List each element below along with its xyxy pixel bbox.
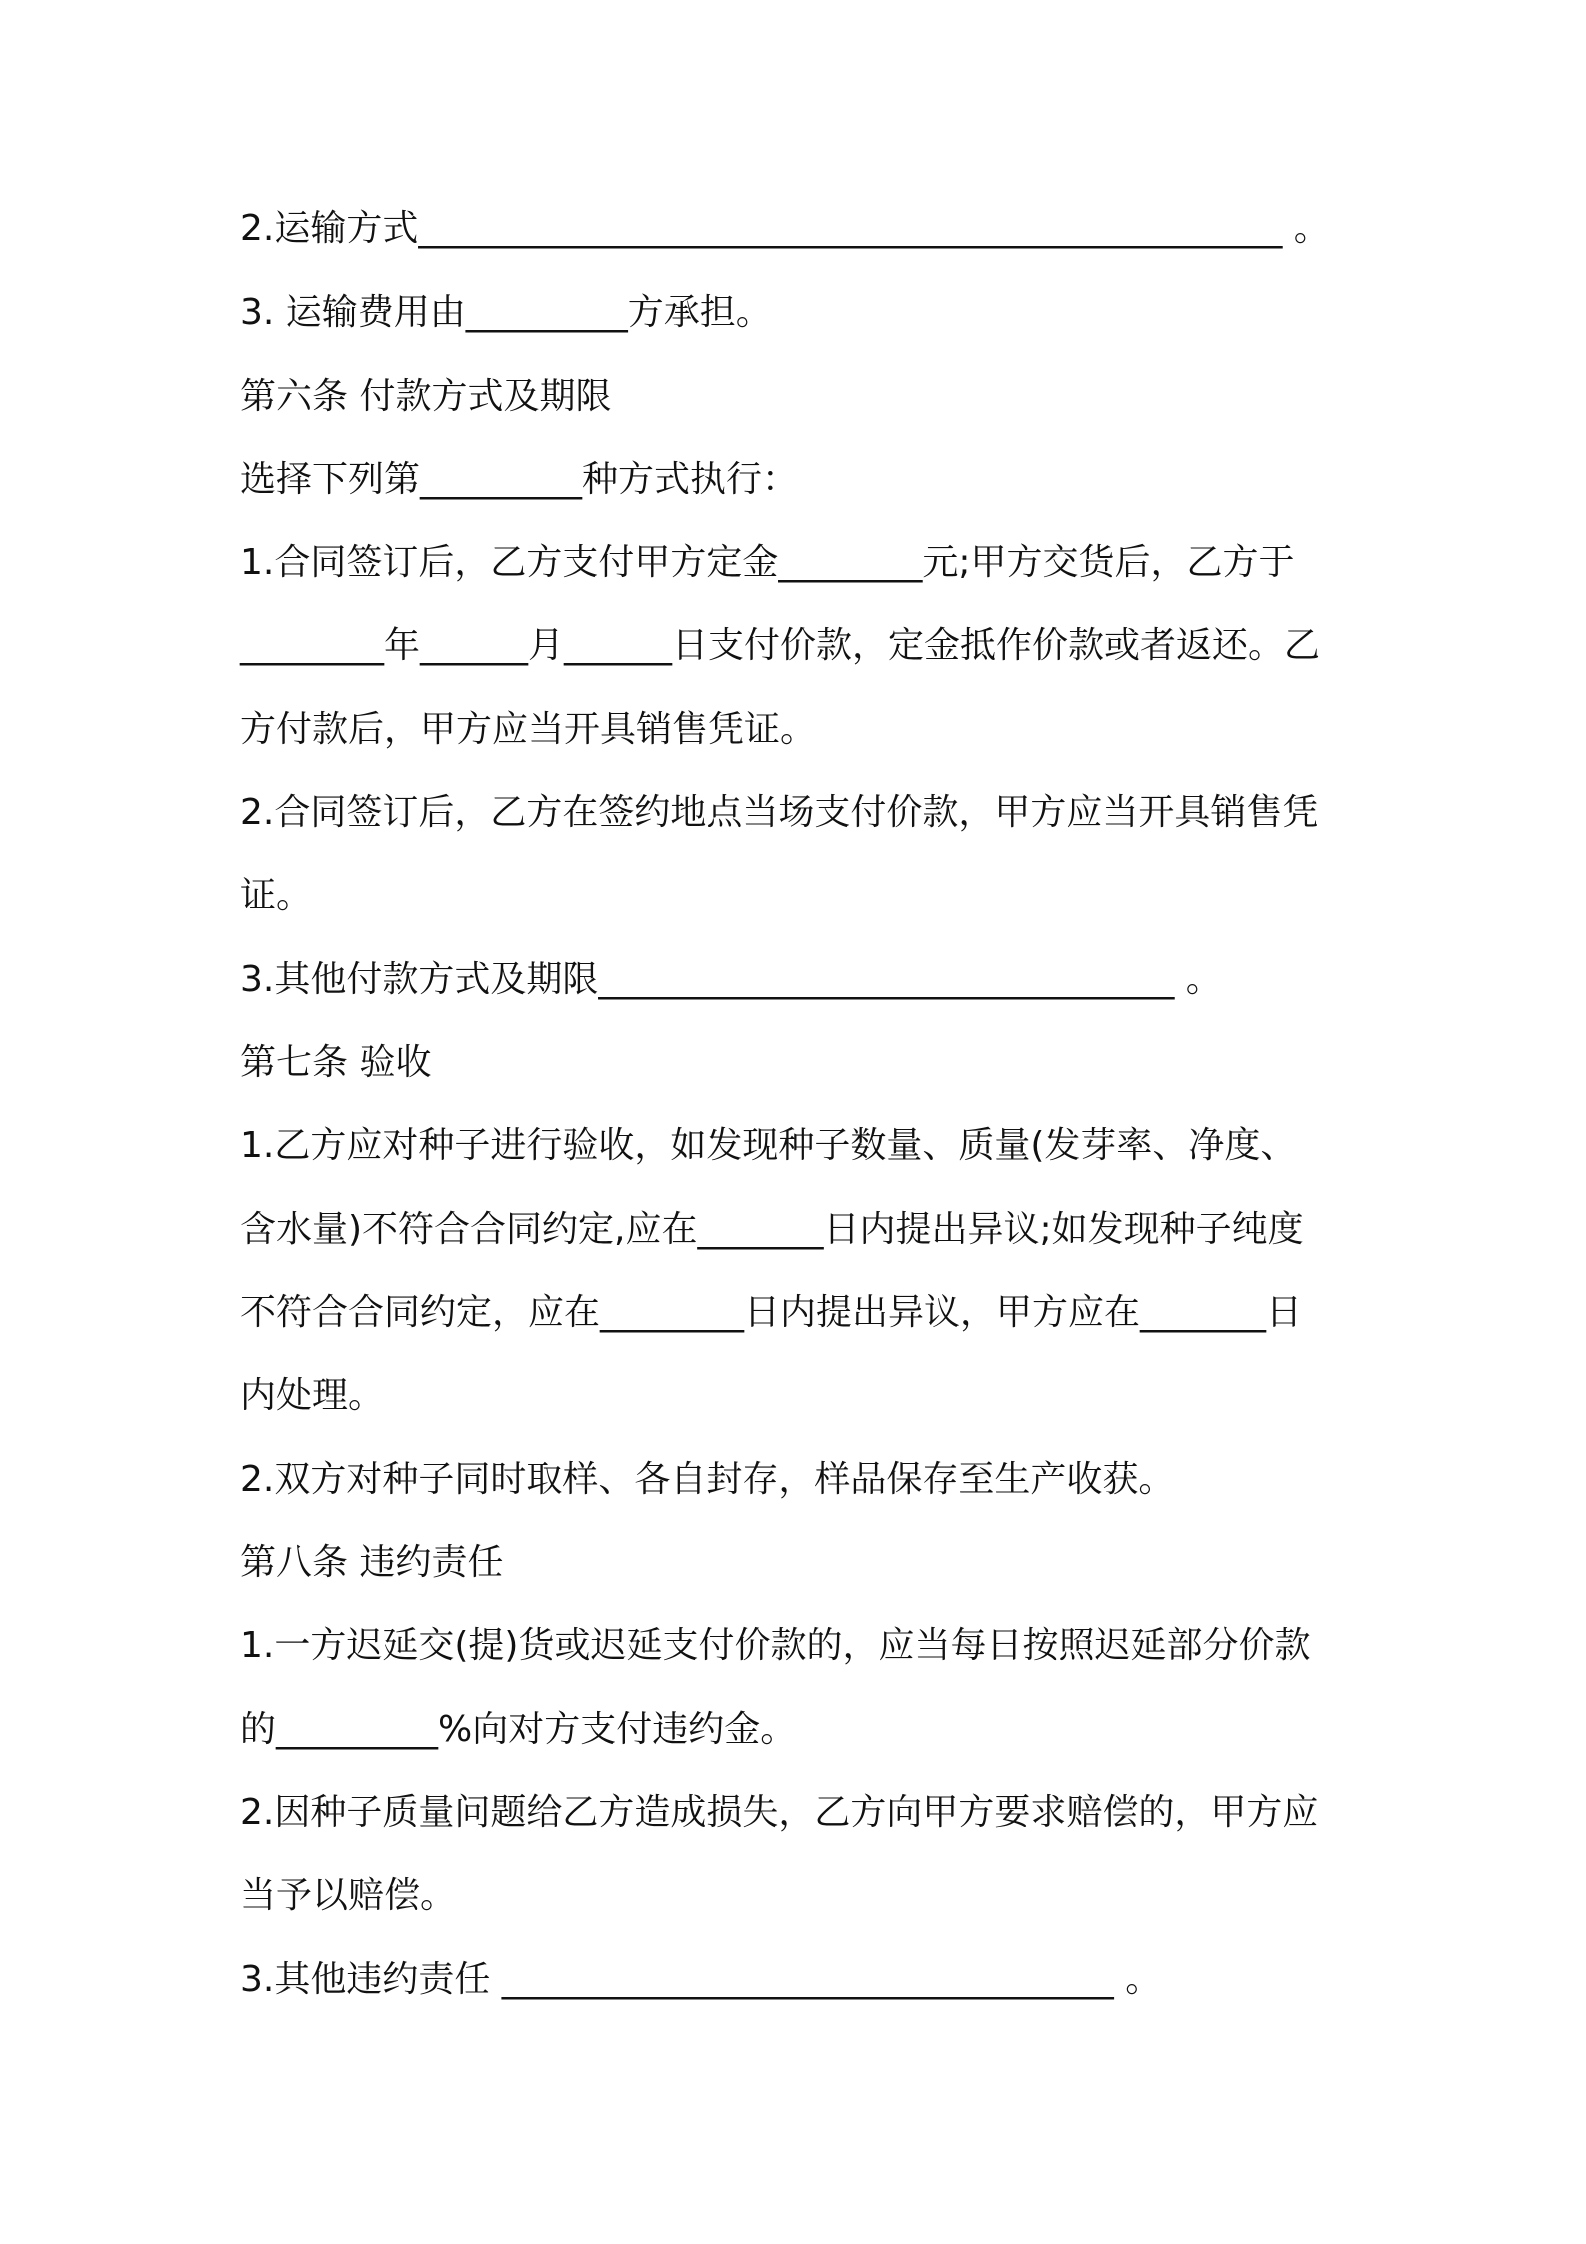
text-line: 含水量)不符合合同约定,应在_______日内提出异议;如发现种子纯度 (240, 1209, 1304, 1250)
text-line: ________年______月______日支付价款，定金抵作价款或者返还。乙 (240, 625, 1321, 666)
text-line: 的_________%向对方支付违约金。 (240, 1709, 797, 1750)
text-line: 3.其他违约责任 __________________________________ 。 (240, 1959, 1162, 2000)
text-line: 2.双方对种子同时取样、各自封存，样品保存至生产收获。 (240, 1459, 1175, 1500)
text-line: 方付款后，甲方应当开具销售凭证。 (240, 709, 817, 750)
section-heading: 第六条 付款方式及期限 (240, 376, 612, 417)
section-heading: 第八条 违约责任 (240, 1542, 504, 1583)
text-line: 选择下列第_________种方式执行： (240, 459, 799, 500)
text-line: 1.乙方应对种子进行验收，如发现种子数量、质量(发芽率、净度、 (240, 1125, 1297, 1166)
text-line: 内处理。 (240, 1375, 385, 1416)
text-line: 当予以赔偿。 (240, 1875, 457, 1916)
section-heading: 第七条 验收 (240, 1042, 432, 1083)
text-line: 2.因种子质量问题给乙方造成损失，乙方向甲方要求赔偿的，甲方应 (240, 1792, 1319, 1833)
text-line: 不符合合同约定，应在________日内提出异议，甲方应在_______日 (240, 1292, 1303, 1333)
text-line: 2.合同签订后，乙方在签约地点当场支付价款，甲方应当开具销售凭 (240, 792, 1319, 833)
text-line: 2.运输方式________________________________________________ 。 (240, 208, 1330, 249)
text-line: 证。 (240, 875, 313, 916)
text-line: 1.合同签订后，乙方支付甲方定金________元;甲方交货后，乙方于 (240, 542, 1295, 583)
text-line: 3.其他付款方式及期限________________________________ 。 (240, 959, 1222, 1000)
text-line: 3. 运输费用由_________方承担。 (240, 292, 772, 333)
text-line: 1.一方迟延交(提)货或迟延支付价款的，应当每日按照迟延部分价款 (240, 1625, 1311, 1666)
